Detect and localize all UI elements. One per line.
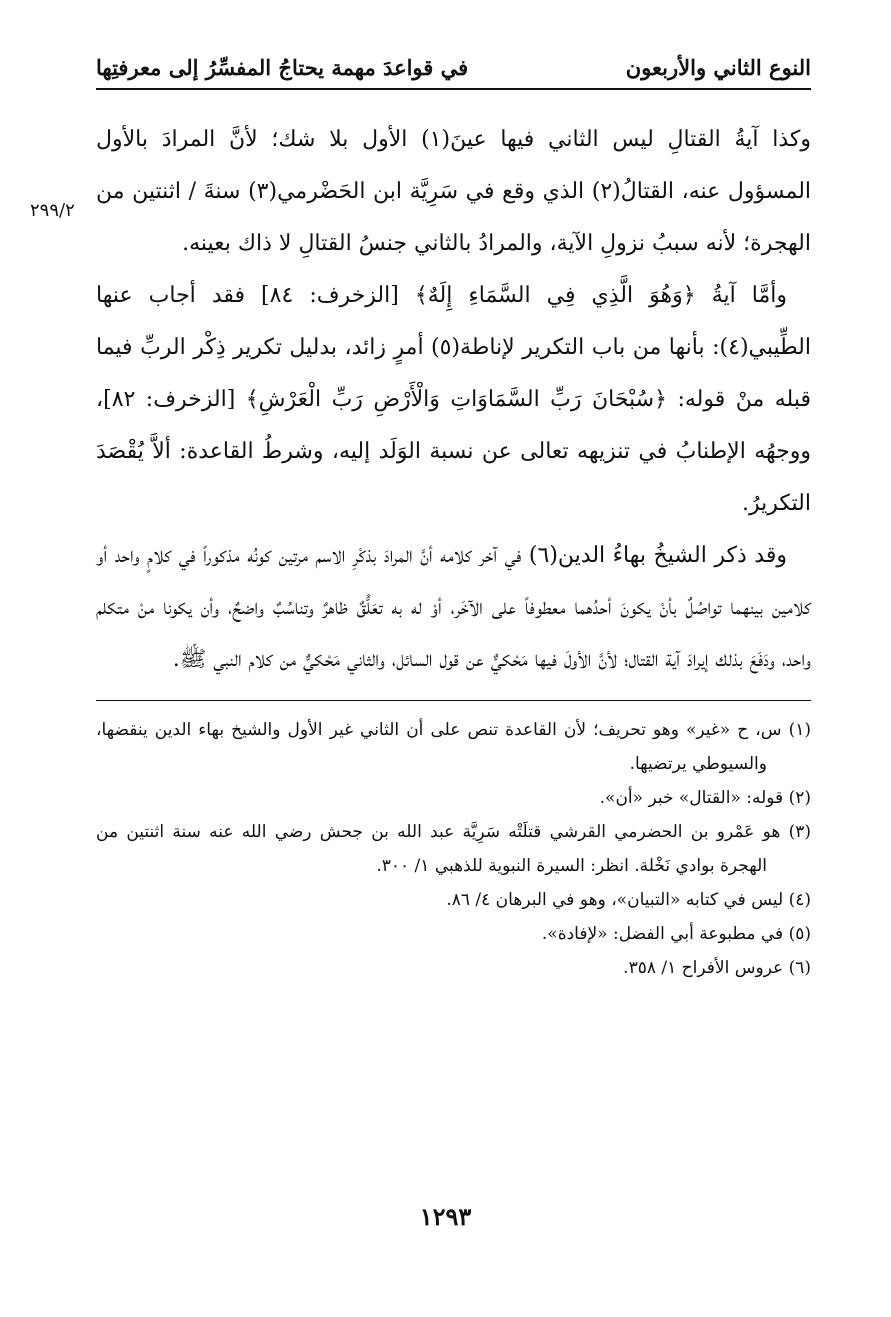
paragraph: وقد ذكر الشيخُ بهاءُ الدين(٦) في آخر كلامه أنَّ المرادَ بذكْرِ الاسم مرتين كونُه مذكوراً في كلامٍ واحد أو كلامين بينهما تواصُلٌ بأنْ يكونَ أحدُهما معطوفاً على الآخَر، أوْ له به تعَلُّقٌ ظاهرٌ وتناسُبٌ واضحٌ، وأن يكونا منْ متكلم واحد، ودَفَعَ بذلك إيرادَ آية القتال؛ لأنَّ الأولَ فيها مَحْكيٌّ عن قول السائل، والثاني مَحْكيٌّ من كلام النبي ﷺ. — [96, 543, 811, 672]
main-text — [96, 114, 811, 686]
paragraph: وأمَّا آيةُ ﴿وَهُوَ الَّذِي فِي السَّمَاءِ إِلَهٌ﴾ [الزخرف: ٨٤] فقد أجاب عنها الطِّيبي(٤): بأنها من باب التكرير لإناطة(٥) أمرٍ زائد، بدليل تكرير ذِكْر الربِّ فيما قبله منْ قوله: ﴿سُبْحَانَ رَبِّ السَّمَاوَاتِ وَالْأَرْضِ رَبِّ الْعَرْشِ﴾ [الزخرف: ٨٢]، ووجهُه الإطنابُ في تنزيهه تعالى عن نسبة الوَلَد إليه، وشرطُ القاعدة: ألاَّ يُقْصَدَ التكريرُ. — [96, 283, 811, 516]
footnote: (٤) ليس في كتابه «التبيان»، وهو في البرهان ٤/ ٨٦. — [446, 890, 811, 910]
header-chapter-title: النوع الثاني والأربعون — [625, 55, 811, 80]
running-header — [96, 40, 811, 90]
footnote: (٦) عروس الأفراح ١/ ٣٥٨. — [623, 958, 811, 978]
footnote: (٣) هو عَمْرو بن الحضرمي القرشي قتلَتْه سَرِيَّة عبد الله بن جحش رضي الله عنه سنة اثنتين من الهجرة بوادي نَخْلة. انظر: السيرة النبوية للذهبي ١/ ٣٠٠. — [96, 822, 811, 876]
footnotes — [96, 713, 811, 985]
paragraph: وكذا آيةُ القتالِ ليس الثاني فيها عينَ(١) الأول بلا شك؛ لأنَّ المرادَ بالأول المسؤول عنه، القتالُ(٢) الذي وقع في سَرِيَّة ابن الحَضْرمي(٣) سنةَ / اثنتين من الهجرة؛ لأنه سببُ نزولِ الآية، والمرادُ بالثاني جنسُ القتالِ لا ذاك بعينه. — [96, 127, 812, 256]
footnote: (١) س، ح «غير» وهو تحريف؛ لأن القاعدة تنص على أن الثاني غير الأول والشيخ بهاء الدين ينقضها، والسيوطي يرتضيها. — [96, 720, 811, 774]
footnote: (٢) قوله: «القتال» خبر «أن». — [599, 788, 811, 808]
margin-page-reference: ٢٩٩/٢ — [30, 200, 75, 221]
header-section-title: في قواعدَ مهمة يحتاجُ المفسِّرُ إلى معرفتِها — [96, 55, 469, 80]
footnote: (٥) في مطبوعة أبي الفضل: «لإفادة». — [541, 924, 811, 944]
footnote-divider — [96, 700, 811, 701]
page — [30, 40, 812, 985]
page-number: ١٢٩٣ — [419, 1202, 472, 1231]
